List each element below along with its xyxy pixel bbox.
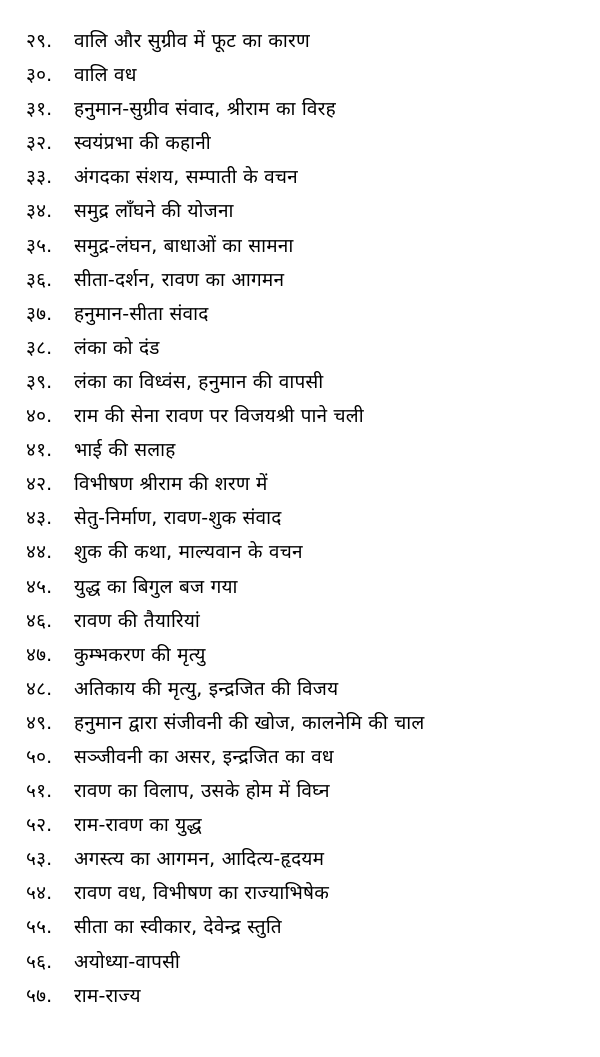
- entry-title: वालि वध: [74, 64, 137, 87]
- toc-entry: [26, 672, 592, 706]
- entry-number: ४२.: [26, 473, 53, 496]
- entry-number: ५२.: [26, 814, 53, 837]
- toc-entry: [26, 535, 592, 569]
- entry-number: ५५.: [26, 916, 53, 939]
- toc-entry: [26, 399, 592, 433]
- entry-number: ३९.: [26, 370, 53, 393]
- entry-number: ३३.: [26, 166, 53, 189]
- toc-entry: [26, 706, 592, 740]
- entry-title: राम-राज्य: [74, 984, 141, 1007]
- entry-number: ३१.: [26, 98, 53, 121]
- entry-title: सेतु-निर्माण, रावण-शुक संवाद: [74, 507, 282, 530]
- entry-number: ४४.: [26, 541, 53, 564]
- entry-number: ५३.: [26, 848, 53, 871]
- entry-title: वालि और सुग्रीव में फूट का कारण: [74, 30, 310, 52]
- toc-entry: [26, 740, 592, 774]
- entry-number: ३५.: [26, 234, 53, 257]
- entry-title: सीता का स्वीकार, देवेन्द्र स्तुति: [74, 916, 282, 939]
- entry-number: ५७.: [26, 984, 53, 1007]
- toc-entry: [26, 263, 592, 297]
- toc-entry: [26, 433, 592, 467]
- toc-entry: [26, 979, 592, 1013]
- entry-number: ४०.: [26, 405, 53, 428]
- entry-number: ५०.: [26, 745, 53, 768]
- entry-title: कुम्भकरण की मृत्यु: [74, 643, 206, 666]
- entry-title: सीता-दर्शन, रावण का आगमन: [74, 268, 285, 291]
- toc-entry: [26, 365, 592, 399]
- entry-number: ४१.: [26, 439, 53, 462]
- entry-title: हनुमान-सीता संवाद: [74, 302, 209, 325]
- toc-entry: [26, 638, 592, 672]
- entry-title: समुद्र लाँघने की योजना: [74, 200, 234, 223]
- entry-number: ३७.: [26, 302, 53, 325]
- entry-title: सञ्जीवनी का असर, इन्द्रजित का वध: [74, 745, 334, 768]
- entry-title: रावण की तैयारियां: [74, 609, 200, 632]
- entry-number: ४३.: [26, 507, 53, 530]
- entry-number: ३८.: [26, 336, 53, 359]
- toc-entry: [26, 774, 592, 808]
- toc-entry: [26, 842, 592, 876]
- toc-entry: [26, 92, 592, 126]
- toc-entry: [26, 58, 592, 92]
- entry-title: भाई की सलाह: [74, 439, 176, 462]
- toc-entry: [26, 467, 592, 501]
- entry-number: ३०.: [26, 64, 53, 87]
- entry-number: २९.: [26, 30, 53, 52]
- entry-number: ४८.: [26, 677, 53, 700]
- entry-number: ५१.: [26, 780, 53, 803]
- table-of-contents: [26, 24, 592, 1013]
- entry-number: ५६.: [26, 950, 53, 973]
- entry-number: ४७.: [26, 643, 53, 666]
- entry-title: अयोध्या-वापसी: [74, 950, 181, 973]
- entry-number: ३४.: [26, 200, 53, 223]
- entry-title: अंगदका संशय, सम्पाती के वचन: [74, 166, 298, 189]
- toc-entry: [26, 501, 592, 535]
- entry-number: ४६.: [26, 609, 53, 632]
- toc-entry: [26, 945, 592, 979]
- entry-title: रावण का विलाप, उसके होम में विघ्न: [74, 780, 330, 803]
- entry-title: राम की सेना रावण पर विजयश्री पाने चली: [74, 405, 364, 428]
- entry-title: युद्ध का बिगुल बज गया: [74, 575, 238, 598]
- entry-title: लंका का विध्वंस, हनुमान की वापसी: [74, 370, 324, 393]
- toc-entry: [26, 194, 592, 228]
- toc-entry: [26, 910, 592, 944]
- entry-number: ३६.: [26, 268, 53, 291]
- toc-entry: [26, 876, 592, 910]
- entry-title: शुक की कथा, माल्यवान के वचन: [74, 541, 303, 564]
- toc-entry: [26, 331, 592, 365]
- entry-title: हनुमान द्वारा संजीवनी की खोज, कालनेमि की चाल: [74, 711, 425, 734]
- entry-title: समुद्र-लंघन, बाधाओं का सामना: [74, 234, 294, 257]
- toc-entry: [26, 160, 592, 194]
- entry-title: राम-रावण का युद्ध: [74, 814, 202, 837]
- toc-entry: [26, 126, 592, 160]
- entry-title: विभीषण श्रीराम की शरण में: [74, 473, 268, 496]
- toc-entry: [26, 229, 592, 263]
- entry-number: ३२.: [26, 132, 53, 155]
- toc-entry: [26, 604, 592, 638]
- toc-entry: [26, 24, 592, 58]
- entry-number: ५४.: [26, 882, 53, 905]
- entry-title: लंका को दंड: [74, 336, 160, 359]
- entry-title: रावण वध, विभीषण का राज्याभिषेक: [74, 882, 329, 905]
- toc-entry: [26, 808, 592, 842]
- toc-entry: [26, 297, 592, 331]
- entry-title: स्वयंप्रभा की कहानी: [74, 132, 211, 155]
- entry-title: हनुमान-सुग्रीव संवाद, श्रीराम का विरह: [74, 98, 336, 121]
- entry-number: ४५.: [26, 575, 53, 598]
- entry-title: अगस्त्य का आगमन, आदित्य-हृदयम: [74, 848, 325, 871]
- toc-entry: [26, 570, 592, 604]
- entry-number: ४९.: [26, 711, 53, 734]
- entry-title: अतिकाय की मृत्यु, इन्द्रजित की विजय: [74, 677, 339, 700]
